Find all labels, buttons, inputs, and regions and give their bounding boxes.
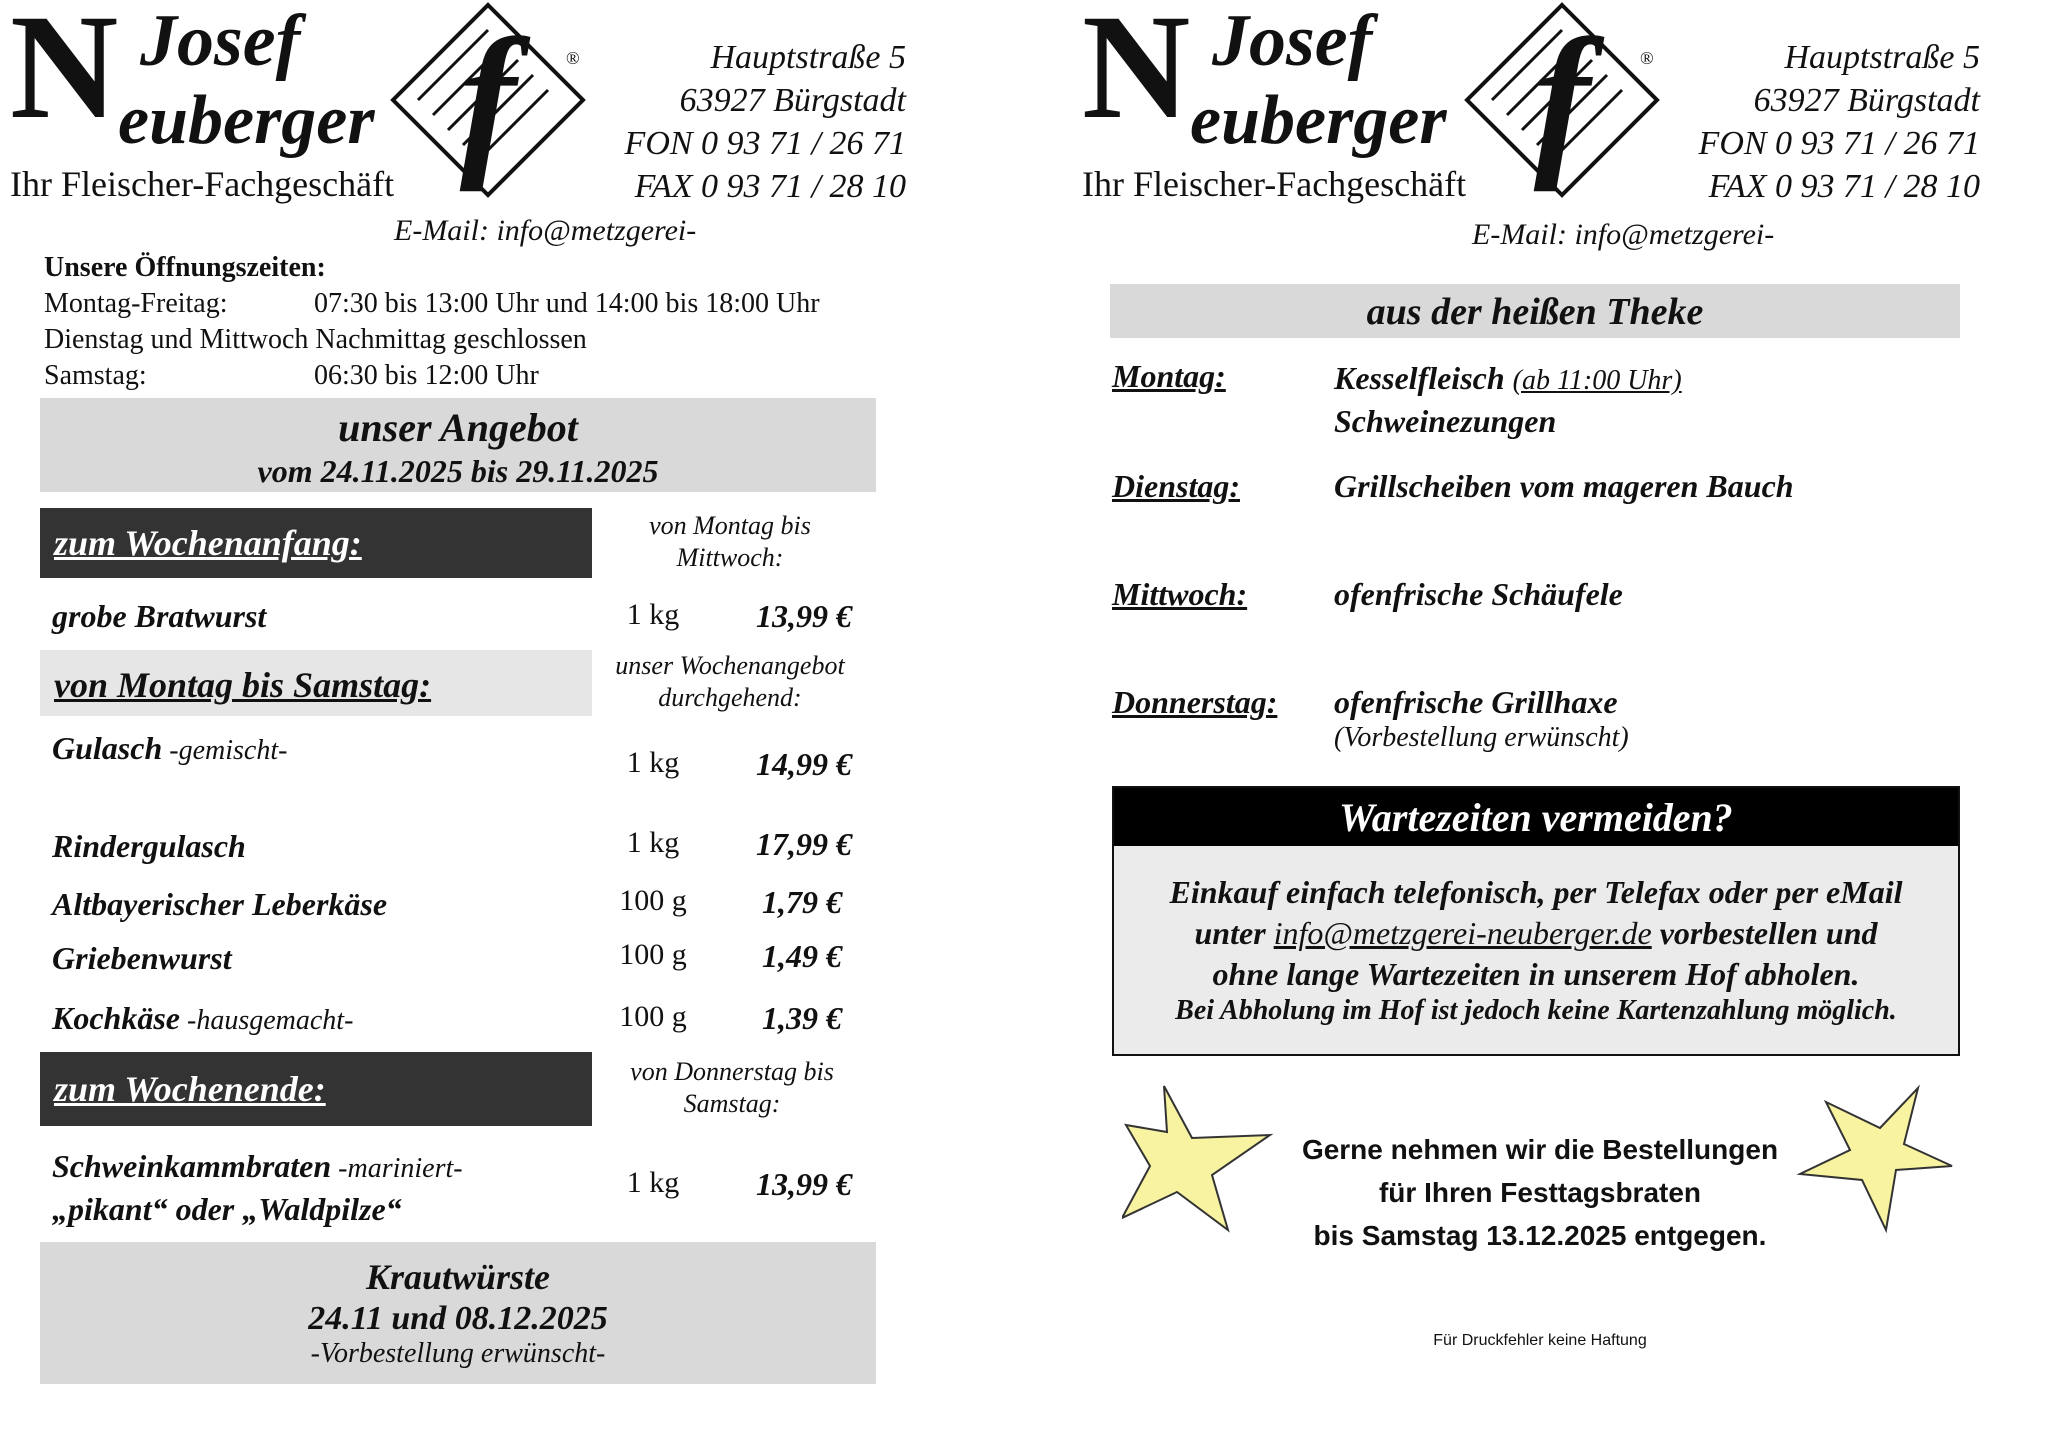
emblem-letter: f (1533, 4, 1591, 192)
item-name (52, 940, 232, 977)
star-icon (1796, 1080, 1956, 1240)
item-title: Griebenwurst (52, 940, 232, 976)
item-unit: 100 g (619, 1000, 687, 1033)
festive-line2: für Ihren Festtagsbraten (1378, 1177, 1702, 1208)
day-label: Dienstag: (1112, 468, 1240, 504)
wait-line3: ohne lange Wartezeiten in unserem Hof abholen. (1212, 956, 1860, 992)
contact-city: 63927 Bürgstadt (679, 82, 906, 119)
contact-city: 63927 Bürgstadt (1753, 82, 1980, 119)
item-name (52, 886, 387, 923)
weekend-band (40, 1052, 592, 1126)
registered-mark: ® (1640, 48, 1654, 68)
day-dish: Grillscheiben vom mageren Bauch (1334, 468, 1794, 504)
item-price: 1,49 € (762, 938, 842, 974)
logo-first-name: Josef (1212, 0, 1373, 82)
item-unit: 1 kg (626, 826, 680, 859)
day-dish (1334, 684, 1629, 756)
kraut-box (40, 1242, 876, 1384)
item-unit: 1 kg (626, 746, 680, 779)
weekend-unit: 1 kg (626, 1166, 680, 1199)
emblem-letter: f (459, 4, 517, 192)
logo-tagline: Ihr Fleischer-Fachgeschäft (1082, 164, 1467, 204)
logo-first-name: Josef (140, 0, 301, 82)
hours-saturday-value: 06:30 bis 12:00 Uhr (314, 360, 539, 391)
wait-title: Wartezeiten vermeiden? (1339, 795, 1733, 840)
hot-counter-header (1110, 284, 1960, 338)
contact-block-left (560, 36, 906, 208)
dish-second: Schweinezungen (1334, 403, 1557, 439)
day-label: Donnerstag: (1112, 684, 1278, 720)
item-suffix: -gemischt- (162, 735, 288, 766)
hot-counter-title: aus der heißen Theke (1366, 291, 1704, 333)
weekend-price: 13,99 € (756, 1166, 852, 1202)
emblem-icon (1462, 0, 1662, 200)
weekend-item-name: Schweinkammbraten (52, 1148, 332, 1184)
weekend-item-variants: „pikant“ oder „Waldpilze“ (52, 1191, 402, 1227)
item-price: 17,99 € (756, 826, 852, 862)
hours-weekday-label: Montag-Freitag: (44, 288, 228, 319)
item-name (52, 730, 287, 767)
day-dish: ofenfrische Schäufele (1334, 576, 1623, 612)
contact-street: Hauptstraße 5 (1784, 39, 1980, 76)
logo-initial: N (1082, 0, 1185, 150)
item-name (52, 828, 246, 865)
contact-email: E-Mail: info@metzgerei- (1472, 218, 1775, 251)
week-start-item: grobe Bratwurst (52, 598, 267, 634)
all-week-note: unser Wochenangebot durchgehend: (615, 651, 845, 712)
wait-box (1112, 786, 1960, 1056)
logo-last-name: euberger (118, 82, 375, 159)
item-unit: 100 g (619, 938, 687, 971)
emblem-icon (388, 0, 588, 200)
week-start-heading: zum Wochenanfang: (54, 523, 362, 563)
offer-title: unser Angebot (338, 405, 578, 450)
wait-text (1114, 872, 1958, 1027)
logo-tagline: Ihr Fleischer-Fachgeschäft (10, 164, 395, 204)
wait-line1: Einkauf einfach telefonisch, per Telefax oder per eMail (1169, 874, 1903, 910)
star-icon (1122, 1080, 1282, 1240)
hours-saturday-label: Samstag: (44, 360, 147, 391)
item-title: Gulasch (52, 730, 163, 766)
offer-period: vom 24.11.2025 bis 29.11.2025 (257, 453, 659, 489)
wait-line2-post: vorbestellen und (1651, 915, 1878, 951)
dish-second: (Vorbestellung erwünscht) (1334, 722, 1629, 753)
contact-street: Hauptstraße 5 (710, 39, 906, 76)
day-label: Montag: (1112, 358, 1226, 394)
festive-line1: Gerne nehmen wir die Bestellungen (1301, 1134, 1779, 1165)
item-price: 14,99 € (756, 746, 852, 782)
weekend-item (52, 1146, 463, 1229)
offer-header (40, 398, 876, 492)
wait-line2-pre: unter (1194, 915, 1274, 951)
dish-name: Kesselfleisch (1334, 360, 1505, 396)
wait-line2 (1114, 913, 1958, 954)
item-title: Kochkäse (52, 1000, 180, 1036)
contact-phone: FON 0 93 71 / 26 71 (624, 125, 906, 162)
week-start-band (40, 508, 592, 578)
hours-closed: Dienstag und Mittwoch Nachmittag geschlossen (44, 324, 587, 355)
item-price: 1,39 € (762, 1000, 842, 1036)
hours-weekday-row (44, 286, 894, 322)
festive-text (1270, 1128, 1810, 1257)
contact-fax: FAX 0 93 71 / 28 10 (1708, 168, 1980, 205)
weekend-item-suffix: -mariniert- (331, 1153, 463, 1184)
day-dish (1334, 358, 1682, 441)
dish-extra: (ab 11:00 Uhr) (1512, 365, 1682, 396)
festive-line3: bis Samstag 13.12.2025 entgegen. (1313, 1220, 1767, 1251)
registered-mark: ® (566, 48, 580, 68)
contact-email: E-Mail: info@metzgerei- (394, 214, 697, 247)
opening-hours (44, 250, 894, 394)
hours-title: Unsere Öffnungszeiten: (44, 252, 326, 283)
all-week-heading: von Montag bis Samstag: (54, 665, 432, 705)
wait-line4: Bei Abholung im Hof ist jedoch keine Kartenzahlung möglich. (1175, 995, 1897, 1026)
week-start-note: von Montag bis Mittwoch: (649, 511, 811, 572)
kraut-title: Krautwürste (365, 1257, 551, 1297)
contact-phone: FON 0 93 71 / 26 71 (1698, 125, 1980, 162)
dish-name: ofenfrische Grillhaxe (1334, 684, 1618, 720)
kraut-note: -Vorbestellung erwünscht- (310, 1338, 606, 1369)
weekend-note: von Donnerstag bis Samstag: (630, 1057, 834, 1118)
item-name (52, 1000, 353, 1037)
kraut-dates: 24.11 und 08.12.2025 (308, 1300, 608, 1337)
hours-weekday-value: 07:30 bis 13:00 Uhr und 14:00 bis 18:00 Uhr (314, 288, 820, 319)
item-title: Altbayerischer Leberkäse (52, 886, 388, 922)
all-week-band (40, 650, 592, 716)
week-start-price: 13,99 € (756, 598, 852, 634)
item-unit: 100 g (619, 884, 687, 917)
wait-email-link[interactable]: info@metzgerei-neuberger.de (1273, 915, 1652, 951)
wait-title-band (1114, 788, 1958, 846)
logo-initial: N (10, 0, 113, 150)
item-suffix: -hausgemacht- (180, 1005, 354, 1036)
hours-saturday-row (44, 358, 894, 394)
disclaimer: Für Druckfehler keine Haftung (1433, 1332, 1647, 1349)
weekend-heading: zum Wochenende: (54, 1069, 326, 1109)
week-start-unit: 1 kg (626, 598, 680, 631)
contact-fax: FAX 0 93 71 / 28 10 (634, 168, 906, 205)
item-price: 1,79 € (762, 884, 842, 920)
item-title: Rindergulasch (52, 828, 246, 864)
contact-block-right (1634, 36, 1980, 208)
logo-last-name: euberger (1190, 82, 1447, 159)
day-label: Mittwoch: (1112, 576, 1248, 612)
